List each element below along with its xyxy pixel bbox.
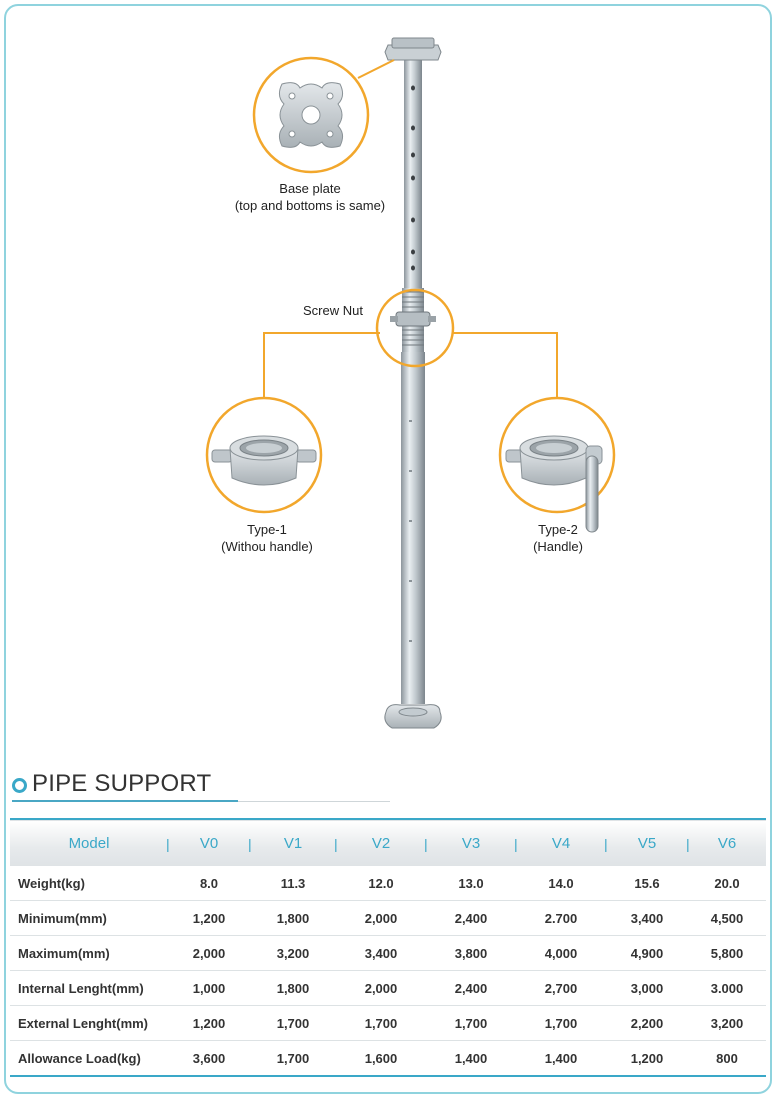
cell: 3,800 xyxy=(426,936,516,971)
type2-title: Type-2 xyxy=(538,522,578,537)
type2-note: (Handle) xyxy=(533,539,583,554)
base-plate-icon xyxy=(279,83,342,148)
type1-label xyxy=(204,521,330,555)
table-row xyxy=(10,1006,766,1041)
header-v4: | V4 xyxy=(514,834,571,852)
cell: 1,000 xyxy=(168,971,250,1006)
screw-nut xyxy=(396,312,430,326)
cell: 3,600 xyxy=(168,1041,250,1077)
type1-title: Type-1 xyxy=(247,522,287,537)
cell: 1,200 xyxy=(168,1006,250,1041)
row-label: Internal Lenght(mm) xyxy=(10,971,168,1006)
cell: 20.0 xyxy=(688,866,766,901)
header-v6: | V6 xyxy=(686,834,737,852)
cell: 4,500 xyxy=(688,901,766,936)
base-plate-title: Base plate xyxy=(279,181,341,196)
cell: 12.0 xyxy=(336,866,426,901)
header-v2: | V2 xyxy=(334,834,391,852)
header-v5: | V5 xyxy=(604,834,657,852)
header-v1: | V1 xyxy=(248,834,303,852)
type1-note: (Withou handle) xyxy=(221,539,313,554)
row-label: Minimum(mm) xyxy=(10,901,168,936)
header-v3: | V3 xyxy=(424,834,481,852)
row-label: External Lenght(mm) xyxy=(10,1006,168,1041)
table-row xyxy=(10,936,766,971)
type2-label xyxy=(508,521,608,555)
base-plate-label xyxy=(230,180,390,214)
cell: 1,700 xyxy=(516,1006,606,1041)
bullet-ring-icon xyxy=(12,778,27,793)
cell: 14.0 xyxy=(516,866,606,901)
table-row xyxy=(10,866,766,901)
cell: 3,400 xyxy=(336,936,426,971)
cell: 1,600 xyxy=(336,1041,426,1077)
cell: 3,200 xyxy=(688,1006,766,1041)
cell: 15.6 xyxy=(606,866,688,901)
row-label: Weight(kg) xyxy=(10,866,168,901)
inner-tube xyxy=(404,58,422,290)
cell: 5,800 xyxy=(688,936,766,971)
cell: 3.000 xyxy=(688,971,766,1006)
cell: 1,700 xyxy=(250,1041,336,1077)
cell: 2,700 xyxy=(516,971,606,1006)
cell: 1,700 xyxy=(336,1006,426,1041)
cell: 13.0 xyxy=(426,866,516,901)
cell: 1,400 xyxy=(426,1041,516,1077)
row-label: Allowance Load(kg) xyxy=(10,1041,168,1077)
cell: 1,200 xyxy=(606,1041,688,1077)
title-underline-light xyxy=(238,801,390,802)
cell: 2,000 xyxy=(168,936,250,971)
section-title-text: PIPE SUPPORT xyxy=(32,770,212,797)
cell: 1,400 xyxy=(516,1041,606,1077)
cell: 1,200 xyxy=(168,901,250,936)
title-underline xyxy=(12,800,238,802)
row-label: Maximum(mm) xyxy=(10,936,168,971)
cell: 2,400 xyxy=(426,971,516,1006)
cell: 1,800 xyxy=(250,901,336,936)
header-v0: | V0 xyxy=(166,834,219,852)
outer-tube xyxy=(401,352,425,704)
screw-nut-label: Screw Nut xyxy=(303,303,363,318)
cell: 2.700 xyxy=(516,901,606,936)
cell: 2,200 xyxy=(606,1006,688,1041)
cell: 2,000 xyxy=(336,971,426,1006)
cell: 1,700 xyxy=(250,1006,336,1041)
cell: 2,400 xyxy=(426,901,516,936)
cell: 1,800 xyxy=(250,971,336,1006)
table-row xyxy=(10,971,766,1006)
cell: 4,900 xyxy=(606,936,688,971)
cell: 2,000 xyxy=(336,901,426,936)
table-row xyxy=(10,1041,766,1077)
cell: 1,700 xyxy=(426,1006,516,1041)
table-header-row xyxy=(10,819,766,866)
section-title xyxy=(12,769,211,799)
table-row xyxy=(10,901,766,936)
header-model: Model xyxy=(68,834,110,852)
cell: 3,000 xyxy=(606,971,688,1006)
cell: 4,000 xyxy=(516,936,606,971)
cell: 3,200 xyxy=(250,936,336,971)
cell: 8.0 xyxy=(168,866,250,901)
base-plate-note: (top and bottoms is same) xyxy=(234,198,386,213)
spec-table xyxy=(10,818,766,1077)
cell: 3,400 xyxy=(606,901,688,936)
cell: 800 xyxy=(688,1041,766,1077)
cell: 11.3 xyxy=(250,866,336,901)
